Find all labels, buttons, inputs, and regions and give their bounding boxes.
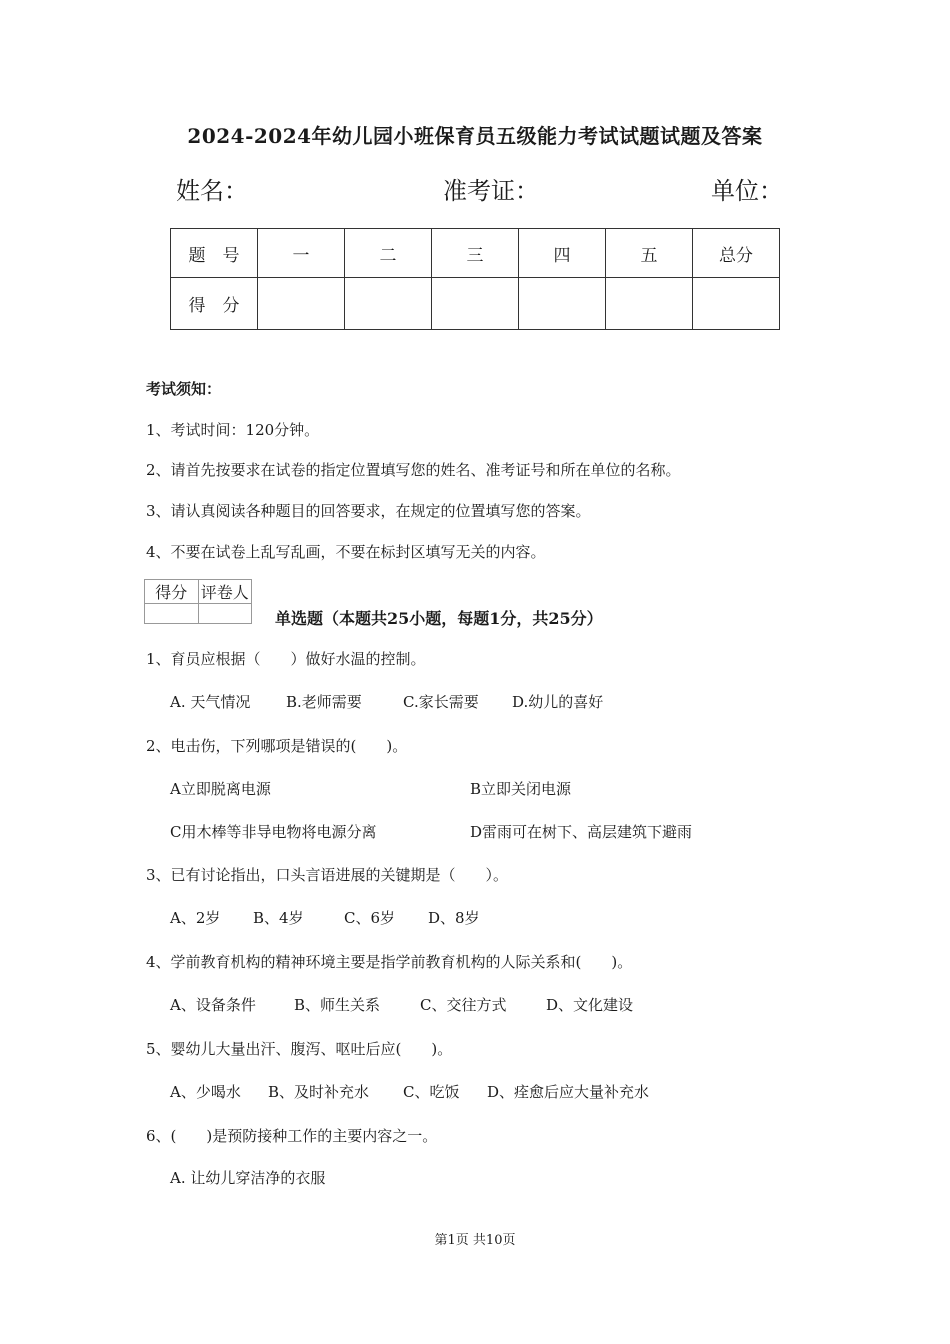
score-table-header-cell: 一 <box>258 229 345 278</box>
score-row-label: 得 分 <box>171 278 258 330</box>
question-stem: 4、学前教育机构的精神环境主要是指学前教育机构的人际关系和( )。 <box>146 953 633 971</box>
unit-field-label: 单位： <box>711 177 783 205</box>
question-option: A. 让幼儿穿洁净的衣服 <box>170 1169 326 1187</box>
question-option: B、及时补充水 <box>268 1083 370 1101</box>
question-stem: 3、已有讨论指出，口头言语进展的关键期是（ ）。 <box>146 866 509 884</box>
score-table-header-cell: 四 <box>519 229 606 278</box>
question-option: D、8岁 <box>428 909 480 927</box>
score-cell[interactable] <box>519 278 606 330</box>
question-option: D雷雨可在树下、高层建筑下避雨 <box>470 823 693 841</box>
score-table-header-cell: 二 <box>345 229 432 278</box>
notice-item: 3、请认真阅读各种题目的回答要求，在规定的位置填写您的答案。 <box>146 502 591 520</box>
score-table-score-row <box>171 278 780 330</box>
question-stem: 5、婴幼儿大量出汗、腹泻、呕吐后应( )。 <box>146 1040 453 1058</box>
question-option: C、吃饭 <box>403 1083 460 1101</box>
question-option: C、6岁 <box>344 909 396 927</box>
question-option: D、痊愈后应大量补充水 <box>487 1083 650 1101</box>
question-option: A、设备条件 <box>170 996 256 1014</box>
score-table <box>170 228 780 330</box>
question-option: C.家长需要 <box>403 693 479 711</box>
notice-heading: 考试须知： <box>146 380 222 398</box>
score-table-header-cell: 题 号 <box>171 229 258 278</box>
question-option: D.幼儿的喜好 <box>512 693 604 711</box>
exam-number-field-label: 准考证： <box>443 177 539 205</box>
question-stem: 6、( )是预防接种工作的主要内容之一。 <box>146 1127 438 1145</box>
score-cell[interactable] <box>432 278 519 330</box>
score-cell[interactable] <box>345 278 432 330</box>
score-cell[interactable] <box>693 278 780 330</box>
question-option: C用木棒等非导电物将电源分离 <box>170 823 377 841</box>
question-option: C、交往方式 <box>420 996 507 1014</box>
question-option: D、文化建设 <box>546 996 634 1014</box>
score-table-header-cell: 三 <box>432 229 519 278</box>
notice-item: 4、不要在试卷上乱写乱画，不要在标封区填写无关的内容。 <box>146 543 546 561</box>
grader-reviewer-label: 评卷人 <box>198 580 252 604</box>
question-option: B立即关闭电源 <box>470 780 572 798</box>
grader-reviewer-cell[interactable] <box>198 604 252 624</box>
page-footer: 第1页 共10页 <box>434 1233 516 1248</box>
question-option: B、师生关系 <box>294 996 381 1014</box>
notice-item: 1、考试时间：120分钟。 <box>146 421 320 439</box>
question-stem: 1、育员应根据（ ）做好水温的控制。 <box>146 650 426 668</box>
question-option: B.老师需要 <box>286 693 362 711</box>
score-cell[interactable] <box>258 278 345 330</box>
grader-score-label: 得分 <box>145 580 199 604</box>
score-table-header-cell: 五 <box>606 229 693 278</box>
grader-box <box>144 579 252 624</box>
score-cell[interactable] <box>606 278 693 330</box>
question-option: A、2岁 <box>170 909 221 927</box>
score-table-header-cell: 总分 <box>693 229 780 278</box>
question-stem: 2、电击伤，下列哪项是错误的( )。 <box>146 737 408 755</box>
question-option: B、4岁 <box>253 909 304 927</box>
score-table-header-row <box>171 229 780 278</box>
question-option: A、少喝水 <box>170 1083 241 1101</box>
page-title: 2024-2024年幼儿园小班保育员五级能力考试试题试题及答案 <box>187 124 763 148</box>
question-option: A立即脱离电源 <box>170 780 271 798</box>
question-option: A. 天气情况 <box>170 693 251 711</box>
notice-item: 2、请首先按要求在试卷的指定位置填写您的姓名、准考证号和所在单位的名称。 <box>146 461 681 479</box>
grader-score-cell[interactable] <box>145 604 199 624</box>
section-title: 单选题（本题共25小题，每题1分，共25分） <box>275 609 603 628</box>
name-field-label: 姓名： <box>176 177 248 205</box>
